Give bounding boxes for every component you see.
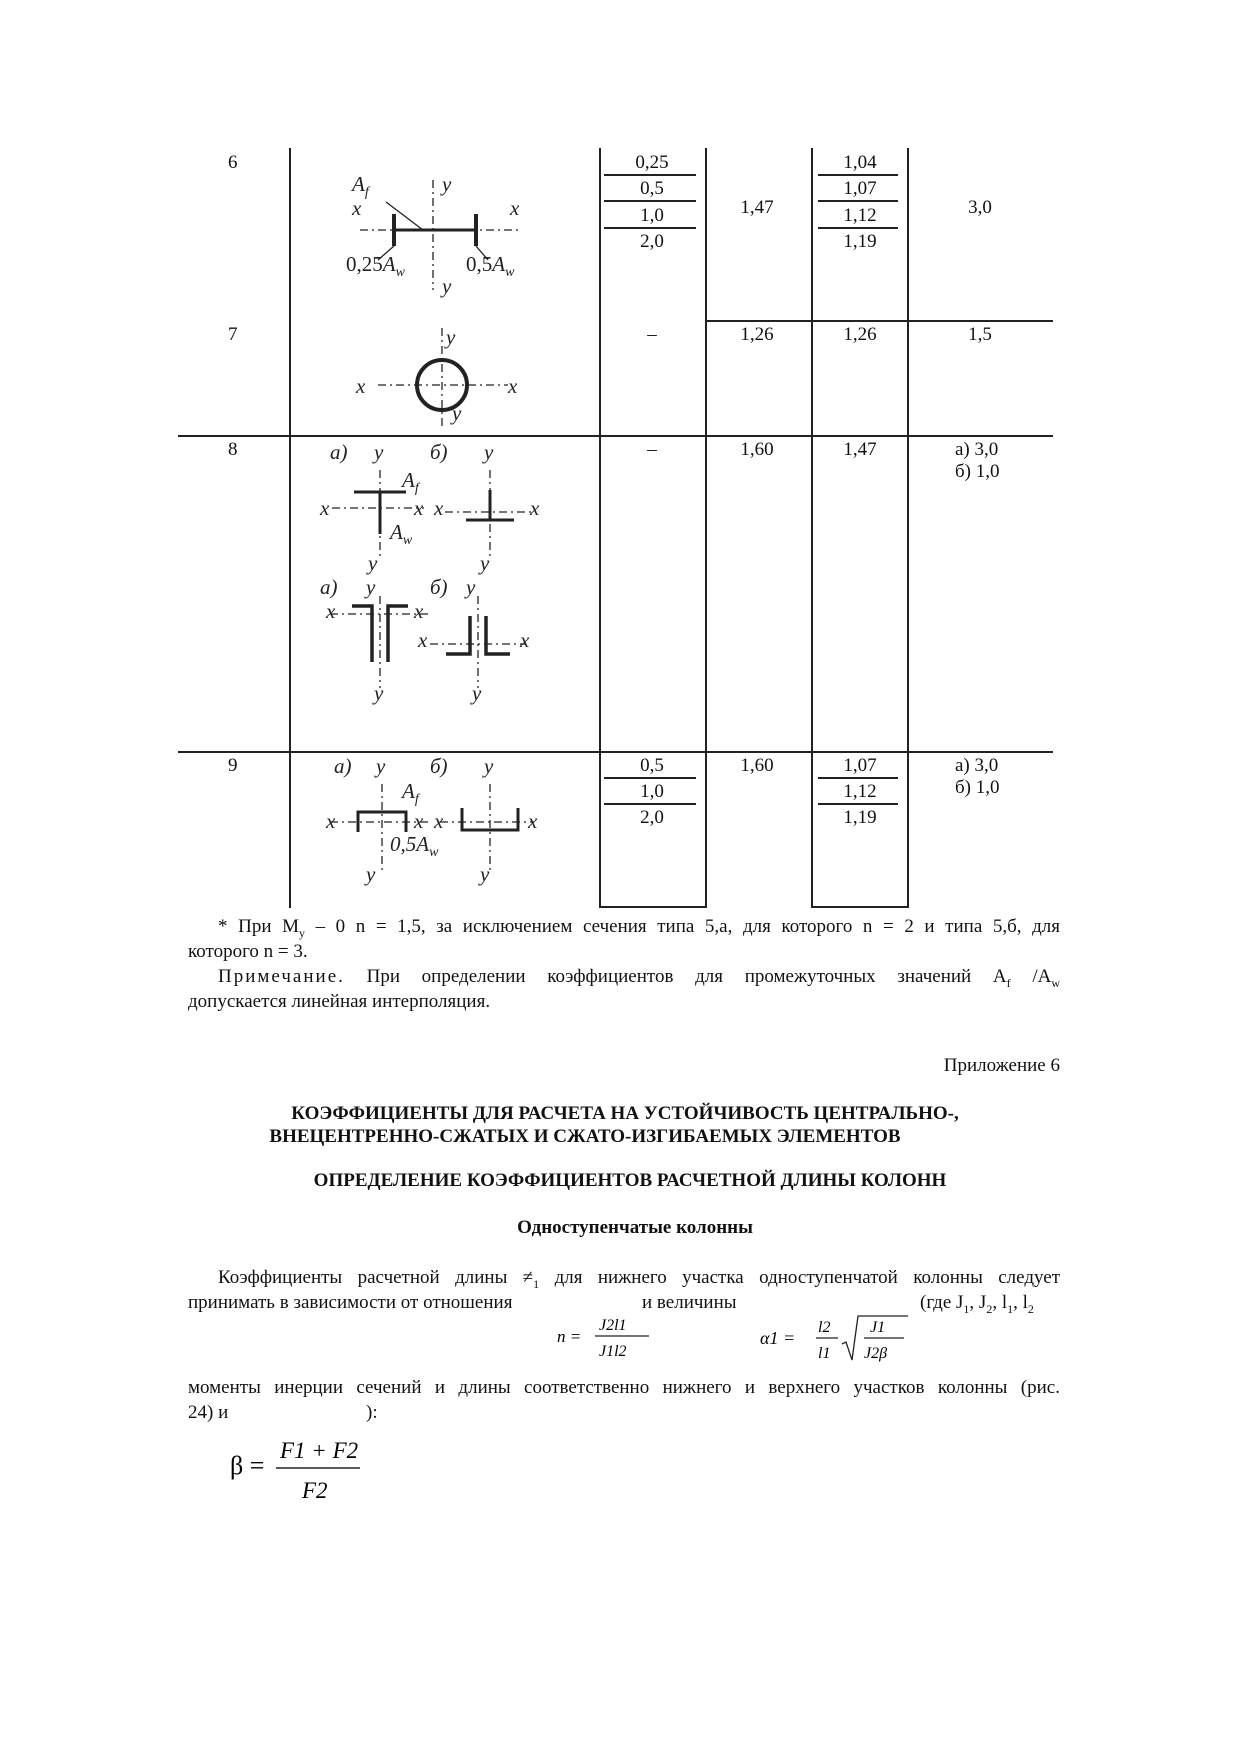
axis-label: x (414, 809, 424, 833)
svg-text:l2: l2 (818, 1319, 831, 1336)
svg-text:0,25Aw: $0,25A_w$ (346, 252, 405, 280)
body-line2c: (где $J_1$, $J_2$, $l_1$, $l_2$ (920, 1292, 1034, 1316)
table-bottom-line (599, 906, 705, 908)
page-title-line1: КОЭФФИЦИЕНТЫ ДЛЯ РАСЧЕТА НА УСТОЙЧИВОСТЬ ЦЕНТРАЛЬНО-, (291, 1103, 959, 1124)
subtitle: ОПРЕДЕЛЕНИЕ КОЭФФИЦИЕНТОВ РАСЧЕТНОЙ ДЛИНЫ КОЛОНН (313, 1170, 947, 1191)
svg-text:J2β: J2β (864, 1345, 888, 1362)
table-bottom-line (811, 906, 907, 908)
note-line2: допускается линейная интерполяция. (188, 991, 491, 1012)
axis-label: x (356, 374, 366, 398)
axis-label: x (352, 196, 362, 220)
axis-label: y (366, 575, 376, 599)
cell-value: 1,12 (843, 781, 877, 802)
row-number: 6 (228, 152, 238, 173)
axis-label: y (374, 440, 384, 464)
formula-n (555, 1310, 655, 1362)
cell-value: 1,19 (843, 807, 877, 828)
cell-value: 0,25 (635, 152, 669, 173)
cell-value: 0,5 (640, 178, 664, 199)
axis-label: x (508, 374, 518, 398)
axis-label: x (434, 809, 444, 833)
section-figure-row9 (330, 784, 534, 874)
footnote-line1: * При $M_y - 0$ n = 1,5, за исключением сечения типа 5,а, для которого n = 2 и типа 5,б, для (218, 916, 1060, 940)
page-title-line2: ВНЕЦЕНТРЕННО-СЖАТЫХ И СЖАТО-ИЗГИБАЕМЫХ ЭЛЕМЕНТОВ (269, 1126, 901, 1147)
formula-beta (228, 1428, 378, 1508)
svg-text:Af: $A_f$ (402, 779, 419, 807)
cell-value: б) 1,0 (955, 777, 1000, 798)
body-line1: Коэффициенты расчетной длины $\ne_1$ для нижнего участка одноступенчатой колонны следует (218, 1267, 1060, 1291)
footnote-line2: которого n = 3. (188, 941, 308, 962)
axis-label: y (376, 754, 386, 778)
axis-label: x (418, 628, 428, 652)
cell-separator (818, 227, 898, 229)
cell-separator (604, 777, 696, 779)
axis-label: y (472, 681, 482, 705)
axis-label: x (530, 496, 540, 520)
svg-text:α1 =: α1 = (760, 1328, 796, 1348)
cell-separator (604, 200, 696, 202)
axis-label: y (466, 575, 476, 599)
svg-text:n =: n = (557, 1327, 582, 1346)
axis-label: x (414, 599, 424, 623)
axis-label: y (446, 325, 456, 349)
cell-value: 0,5 (640, 755, 664, 776)
cell-separator (818, 174, 898, 176)
svg-text:Aw: $A_w$ (390, 520, 413, 548)
body-line3: моменты инерции сечений и длины соответственно нижнего и верхнего участков колонны (рис. (188, 1377, 1060, 1398)
row-number: 9 (228, 755, 238, 776)
axis-label: y (452, 401, 462, 425)
axis-label: x (510, 196, 520, 220)
variant-label: а) (334, 754, 352, 778)
cell-value: б) 1,0 (955, 461, 1000, 482)
note-line1: Примечание. При определении коэффициентов для промежуточных значений $A_f$ $/A_w$ (218, 966, 1061, 990)
svg-text:J1l2: J1l2 (599, 1343, 627, 1360)
section-heading: Одноступенчатые колонны (517, 1217, 753, 1238)
table-row-line (705, 320, 1053, 322)
body-line2a: принимать в зависимости от отношения (188, 1292, 513, 1313)
cell-value: 1,19 (843, 231, 877, 252)
cell-value: 1,60 (740, 755, 774, 776)
svg-text:F2: F2 (302, 1478, 328, 1503)
cell-value: 1,0 (640, 781, 664, 802)
variant-label: б) (430, 754, 448, 778)
svg-text:β =: β = (230, 1451, 265, 1480)
axis-label: y (484, 440, 494, 464)
cell-value: а) 3,0 (955, 755, 999, 776)
cell-value: 1,04 (843, 152, 877, 173)
svg-text:0,5Aw: $0,5A_w$ (466, 252, 515, 280)
cell-value: а) 3,0 (955, 439, 999, 460)
axis-label: y (480, 862, 490, 886)
row-number: 7 (228, 324, 238, 345)
label-af: A (352, 172, 365, 196)
cell-value: 2,0 (640, 807, 664, 828)
axis-label: x (528, 809, 538, 833)
body-line4b: ): (366, 1402, 378, 1423)
axis-label: y (442, 274, 452, 298)
row-number: 8 (228, 439, 238, 460)
axis-label: x (414, 496, 424, 520)
axis-label: x (326, 809, 336, 833)
axis-label: x (434, 496, 444, 520)
svg-text:l1: l1 (818, 1345, 831, 1362)
svg-text:J2l1: J2l1 (599, 1317, 627, 1334)
cell-value: 2,0 (640, 231, 664, 252)
axis-label: y (374, 681, 384, 705)
cell-separator (818, 777, 898, 779)
cell-value: 1,26 (843, 324, 877, 345)
svg-text:J1: J1 (870, 1319, 886, 1336)
cell-value: 1,07 (843, 178, 877, 199)
body-line4a: 24) и (188, 1402, 229, 1423)
cell-value: – (647, 324, 657, 345)
cell-separator (604, 227, 696, 229)
body-line2b: и величины (642, 1292, 737, 1313)
svg-text:0,5Aw: $0,5A_w$ (390, 832, 439, 860)
axis-label: x (326, 599, 336, 623)
section-figures (290, 148, 598, 908)
axis-label: y (484, 754, 494, 778)
cell-value: 1,5 (968, 324, 992, 345)
cell-value: 1,12 (843, 205, 877, 226)
variant-label: а) (320, 575, 338, 599)
cell-value: 1,47 (740, 197, 774, 218)
cell-value: 1,47 (843, 439, 877, 460)
cell-separator (604, 803, 696, 805)
formula-alpha (758, 1310, 918, 1370)
svg-text:F1 + F2: F1 + F2 (280, 1438, 359, 1463)
axis-label: y (480, 551, 490, 575)
axis-label: x (320, 496, 330, 520)
cell-value: 1,0 (640, 205, 664, 226)
variant-label: б) (430, 575, 448, 599)
cell-value: – (647, 439, 657, 460)
cell-value: 1,07 (843, 755, 877, 776)
cell-value: 1,26 (740, 324, 774, 345)
axis-label: y (442, 172, 452, 196)
section-figure-row7 (378, 328, 508, 430)
axis-label: y (366, 862, 376, 886)
axis-label: y (368, 551, 378, 575)
cell-value: 3,0 (968, 197, 992, 218)
svg-text:Af: $A_f$ (402, 468, 419, 496)
appendix-label: Приложение 6 (943, 1055, 1060, 1076)
svg-text:Af: $A_f$ (352, 172, 369, 200)
variant-label: а) (330, 440, 348, 464)
axis-label: x (520, 628, 530, 652)
cell-separator (818, 200, 898, 202)
cell-separator (818, 803, 898, 805)
cell-value: 1,60 (740, 439, 774, 460)
cell-separator (604, 174, 696, 176)
variant-label: б) (430, 440, 448, 464)
